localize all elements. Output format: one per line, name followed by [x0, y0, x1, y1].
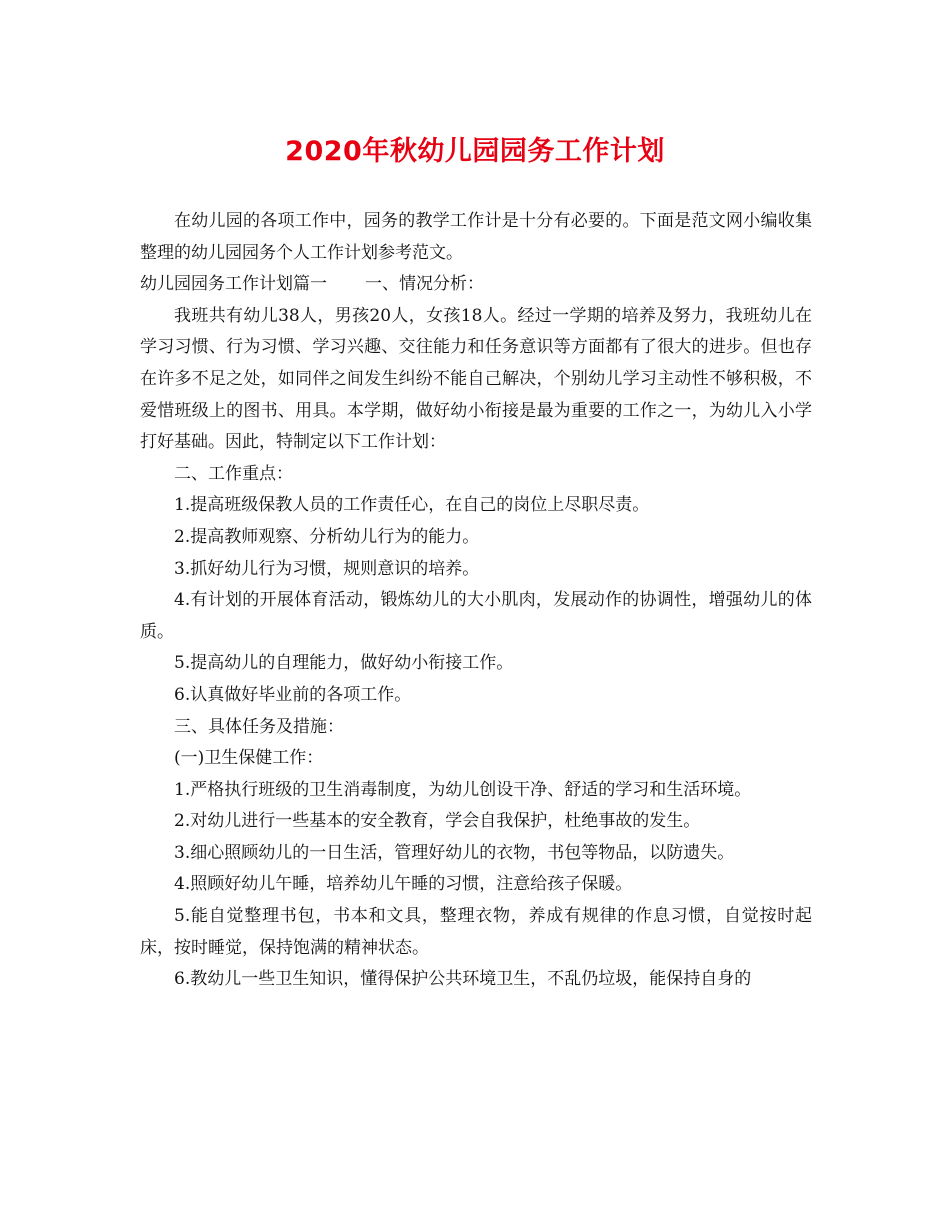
paragraph-situation: 我班共有幼儿38人，男孩20人，女孩18人。经过一学期的培养及努力，我班幼儿在学习习惯、行为习惯、学习兴趣、交往能力和任务意识等方面都有了很大的进步。但也存在许多不足之处，如同伴之间发生纠纷不能自己解决，个别幼儿学习主动性不够积极，不爱惜班级上的图书、用具。本学期，做好幼小衔接是最为重要的工作之一，为幼儿入小学打好基础。因此，特制定以下工作计划： [140, 305, 812, 453]
intro-paragraph: 在幼儿园的各项工作中，园务的教学工作计是十分有必要的。下面是范文网小编收集整理的幼儿园园务个人工作计划参考范文。 [140, 211, 812, 263]
list-item: 2.对幼儿进行一些基本的安全教育，学会自我保护，杜绝事故的发生。 [174, 811, 701, 832]
list-item: 4.照顾好幼儿午睡，培养幼儿午睡的习惯，注意给孩子保暖。 [174, 874, 633, 895]
list-item: 1.严格执行班级的卫生消毒制度，为幼儿创设干净、舒适的学习和生活环境。 [174, 779, 752, 800]
subheading-health-care: (一)卫生保健工作： [174, 748, 324, 769]
list-item: 6.教幼儿一些卫生知识，懂得保护公共环境卫生，不乱仍垃圾，能保持自身的 [174, 969, 752, 990]
list-item: 3.细心照顾幼儿的一日生活，管理好幼儿的衣物，书包等物品，以防遗失。 [174, 842, 735, 863]
document-body [140, 206, 812, 996]
document-title: 2020年秋幼儿园园务工作计划 [285, 136, 665, 167]
list-item: 2.提高教师观察、分析幼儿行为的能力。 [174, 526, 480, 547]
list-item: 5.提高幼儿的自理能力，做好幼小衔接工作。 [174, 653, 514, 674]
heading-tasks-measures: 三、具体任务及措施： [174, 716, 344, 737]
list-item: 6.认真做好毕业前的各项工作。 [174, 684, 412, 705]
heading-work-focus: 二、工作重点： [174, 463, 293, 484]
list-item: 3.抓好幼儿行为习惯，规则意识的培养。 [174, 558, 480, 579]
section-label: 幼儿园园务工作计划篇一 [140, 274, 327, 295]
section-line [140, 269, 812, 301]
list-item: 1.提高班级保教人员的工作责任心，在自己的岗位上尽职尽责。 [174, 495, 650, 516]
list-item: 4.有计划的开展体育活动，锻炼幼儿的大小肌肉，发展动作的协调性，增强幼儿的体质。 [140, 590, 812, 642]
section-heading: 一、情况分析： [365, 274, 484, 295]
list-item: 5.能自觉整理书包，书本和文具，整理衣物，养成有规律的作息习惯，自觉按时起床，按时睡觉，保持饱满的精神状态。 [140, 906, 812, 958]
